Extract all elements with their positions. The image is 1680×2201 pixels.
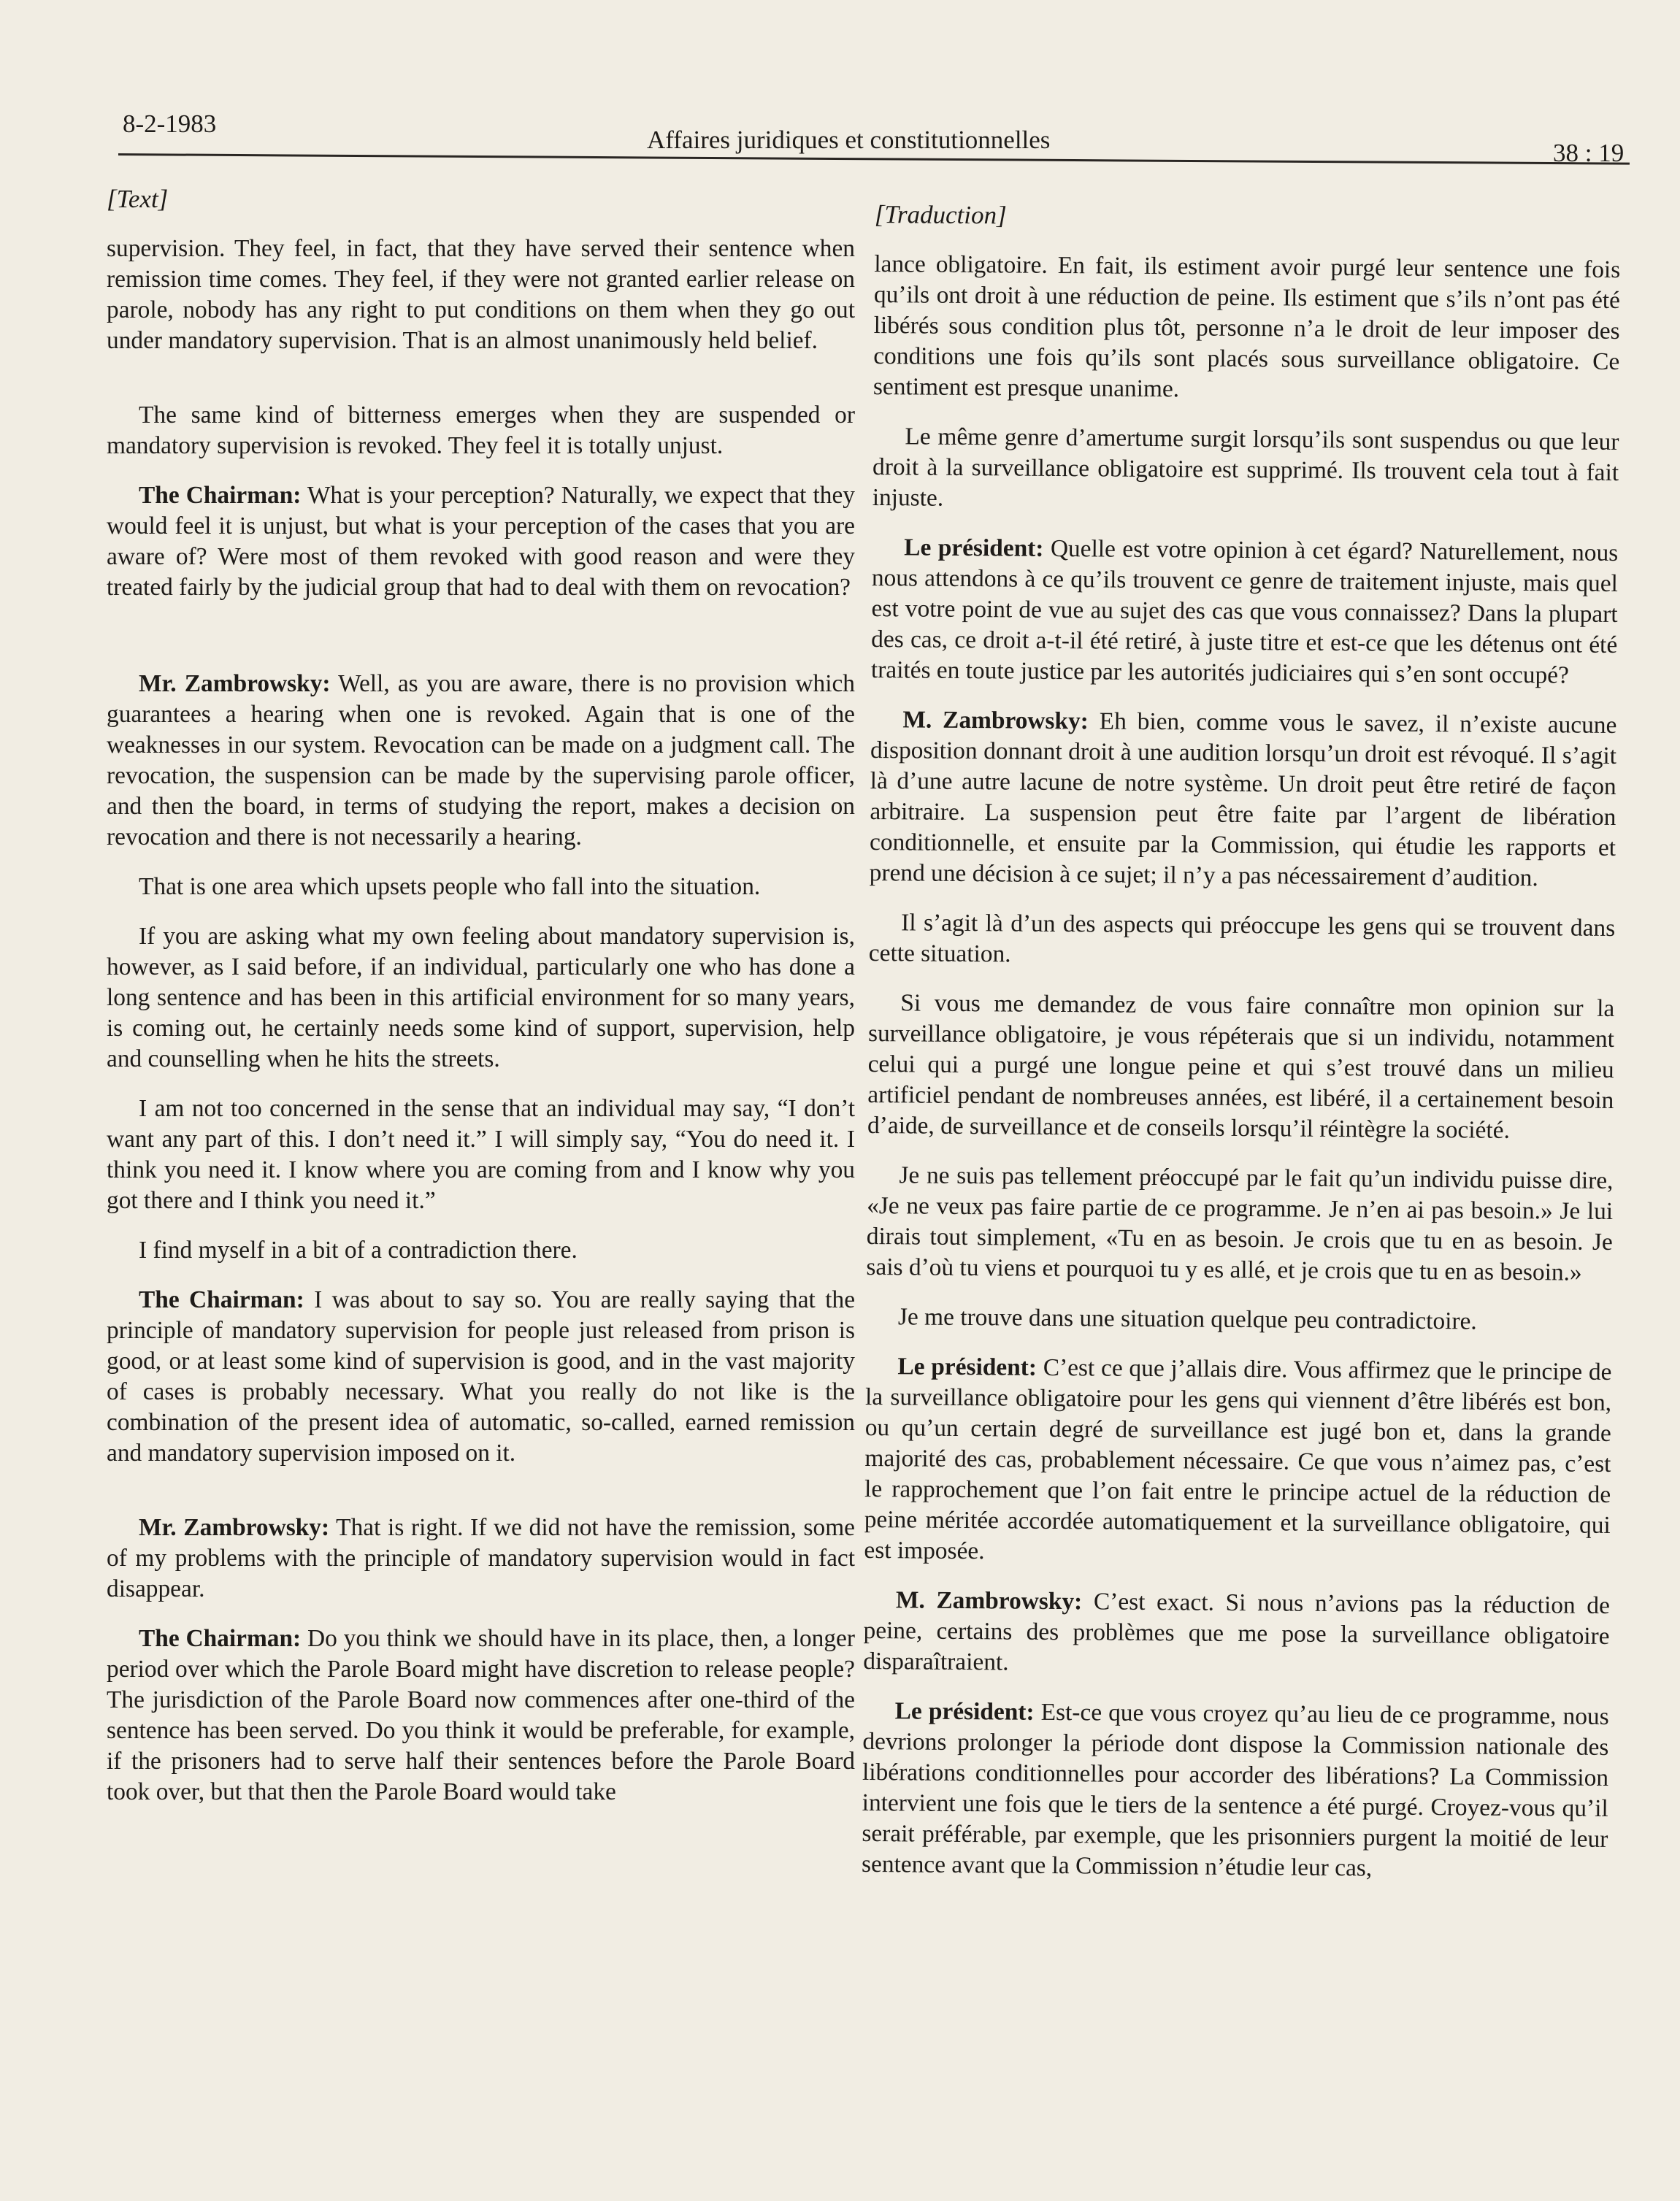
speech-text: Well, as you are aware, there is no provision which guarantees a hearing when one is revoked. Again that is one of the weaknesses in our system. Revocation can be made on a judgment call. The revocation, the suspension can be made by the supervising parole officer, and then the board, in terms of studying the report, makes a decision on revocation and there is not necessarily a hearing. bbox=[107, 670, 855, 850]
speech-text: Do you think we should have in its place, then, a longer period over which the Parole Board might have discretion to release people? The jurisdiction of the Parole Board now commences after one-third of the sentence has been served. Do you think it would be preferable, for example, if the prisoners had to serve half their sentences before the Parole Board took over, but that then the Parole Board would take bbox=[107, 1625, 855, 1805]
speech-text: What is your perception? Naturally, we expect that they would feel it is unjust, but what is your perception of the cases that you are aware of? Were most of them revoked with good reason and were they treated fairly by the judicial group that had to deal with them on revocation? bbox=[107, 482, 855, 601]
paragraph: Je me trouve dans une situation quelque peu contradictoire. bbox=[897, 1303, 1477, 1335]
paragraph bbox=[107, 1624, 855, 1808]
text-marker: [Text] bbox=[107, 185, 169, 213]
speech-text: Eh bien, comme vous le savez, il n’existe aucune disposition donnant droit à une audition lorsqu’un droit est révoqué. Il s’agit là d’une autre lacune de notre système. Un droit peut être retiré de façon arbitraire. La suspension peut être faite par l’argent de libération conditionnelle, et ensuite par la Commission, qui étudie les rapports et prend une décision à ce sujet; il n’y a pas nécessairement d’audition. bbox=[869, 707, 1617, 892]
speaker-name: Le président: bbox=[897, 1353, 1037, 1381]
header-title: Affaires juridiques et constitutionnelles bbox=[647, 126, 1051, 154]
header-page-number: 38 : 19 bbox=[1553, 139, 1625, 167]
paragraph: supervision. They feel, in fact, that they have served their sentence when remission time comes. They feel, if they were not granted earlier release on parole, nobody has any right to put conditions on them when they go out under mandatory supervision. That is an almost unanimously held belief. bbox=[107, 235, 855, 354]
paragraph: That is one area which upsets people who fall into the situation. bbox=[139, 873, 761, 900]
paragraph bbox=[107, 480, 855, 603]
speaker-name: Le président: bbox=[904, 534, 1044, 562]
english-column bbox=[107, 184, 855, 1827]
paragraph bbox=[107, 1285, 855, 1469]
paragraph bbox=[107, 669, 855, 853]
speech-text: C’est exact. Si nous n’avions pas la réduction de peine, certains des problèmes que me pose la surveillance obligatoire disparaîtraient. bbox=[863, 1588, 1611, 1676]
header-rule bbox=[118, 153, 1630, 165]
speech-text: That is right. If we did not have the remission, some of my problems with the principle of mandatory supervision would in fact disappear. bbox=[107, 1514, 855, 1602]
speech-text: C’est ce que j’allais dire. Vous affirmez que le principe de la surveillance obligatoire pour les gens qui viennent d’être libérés est bon, ou qu’un certain degré de surveillance est jugé bon et, dans la grande majorité des cas, probablement nécessaire. Ce que vous n’aimez pas, c’est le rapprochement que l’on fait entre le principe actuel de la réduction de peine méritée accordée automatiquement et la surveillance obligatoire, qui est imposée. bbox=[864, 1353, 1612, 1565]
french-column bbox=[862, 199, 1621, 1905]
paragraph: Le même genre d’amertume surgit lorsqu’ils sont suspendus ou que leur droit à la surveillance obligatoire est supprimé. Ils trouvent cela tout à fait injuste. bbox=[872, 423, 1619, 512]
paragraph: Il s’agit là d’un des aspects qui préoccupe les gens qui se trouvent dans cette situation. bbox=[868, 909, 1616, 968]
speaker-name: Mr. Zambrowsky: bbox=[139, 670, 331, 697]
speaker-name: M. Zambrowsky: bbox=[902, 706, 1089, 735]
paragraph: lance obligatoire. En fait, ils estiment avoir purgé leur sentence une fois qu’ils ont droit à une réduction de peine. Ils estiment que s’ils n’ont pas été libérés sous condition plus tôt, personne n’a le droit de leur imposer des conditions une fois qu’ils sont placés sous surveillance obligatoire. Ce sentiment est presque unanime. bbox=[872, 250, 1621, 403]
paragraph: Je ne suis pas tellement préoccupé par le fait qu’un individu puisse dire, «Je ne veux pas faire partie de ce programme. Je n’en ai pas besoin.» Je lui dirais tout simplement, «Tu en as besoin. Je crois que tu en as besoin. Je sais d’où tu viens et pourquoi tu y es allé, et je crois que tu en as besoin.» bbox=[866, 1161, 1614, 1286]
paragraph bbox=[870, 704, 1617, 894]
speaker-name: The Chairman: bbox=[139, 482, 302, 509]
paragraph: Si vous me demandez de vous faire connaître mon opinion sur la surveillance obligatoire, je vous répéterais que si un individu, notamment celui qui a purgé une longue peine et qui s’est trouvé dans un milieu artificiel pendant de nombreuses années, est libéré, il a certainement besoin d’aide, de surveillance et de conseils lorsqu’il réintègre la société. bbox=[867, 989, 1615, 1144]
paragraph bbox=[862, 1696, 1609, 1886]
paragraph bbox=[107, 1513, 855, 1605]
paragraph bbox=[864, 1351, 1611, 1572]
paragraph: I am not too concerned in the sense that an individual may say, “I don’t want any part of this. I don’t need it.” I will simply say, “You do need it. I think you need it. I know where you are coming from and I know why you got there and I think you need it.” bbox=[107, 1095, 855, 1214]
speaker-name: Le président: bbox=[894, 1697, 1035, 1726]
speaker-name: The Chairman: bbox=[139, 1625, 302, 1652]
paragraph: The same kind of bitterness emerges when they are suspended or mandatory supervision is revoked. They feel it is totally unjust. bbox=[107, 402, 855, 459]
paragraph: I find myself in a bit of a contradiction there. bbox=[139, 1237, 578, 1264]
speech-text: I was about to say so. You are really saying that the principle of mandatory supervision for people just released from prison is good, or at least some kind of supervision is good, and in the vast majority of cases is probably necessary. What you really do not like is the combination of the present idea of automatic, so-called, earned remission and mandatory supervision imposed on it. bbox=[107, 1286, 856, 1467]
speaker-name: The Chairman: bbox=[139, 1286, 304, 1313]
header-date: 8-2-1983 bbox=[123, 110, 217, 138]
speaker-name: Mr. Zambrowsky: bbox=[139, 1514, 330, 1541]
paragraph bbox=[871, 532, 1619, 691]
speaker-name: M. Zambrowsky: bbox=[895, 1586, 1083, 1616]
speech-text: Est-ce que vous croyez qu’au lieu de ce programme, nous devrions prolonger la période dont dispose la Commission nationale des libérations conditionnelles pour accorder des libérations? La Commission intervient une fois que le tiers de la sentence a été purgé. Croyez-vous qu’il serait préférable, par exemple, que les prisonniers purgent la moitié de leur sentence avant que la Commission n’étudie leur cas, bbox=[861, 1698, 1609, 1882]
speech-text: Quelle est votre opinion à cet égard? Naturellement, nous nous attendons à ce qu’ils trouvent ce genre de traitement injuste, mais quel est votre point de vue au sujet des cas que vous connaissez? Dans la plupart des cas, ce droit a-t-il été retiré, à juste titre et est-ce que les détenus ont été traités en toute justice par les autorités judiciaires qui s’en sont occupé? bbox=[870, 534, 1619, 689]
paragraph bbox=[863, 1585, 1610, 1683]
traduction-marker: [Traduction] bbox=[874, 199, 1007, 230]
paragraph: If you are asking what my own feeling about mandatory supervision is, however, as I said before, if an individual, particularly one who has done a long sentence and has been in this artificial environment for so many years, is coming out, he certainly needs some kind of support, supervision, help and counselling when he hits the streets. bbox=[107, 923, 855, 1072]
